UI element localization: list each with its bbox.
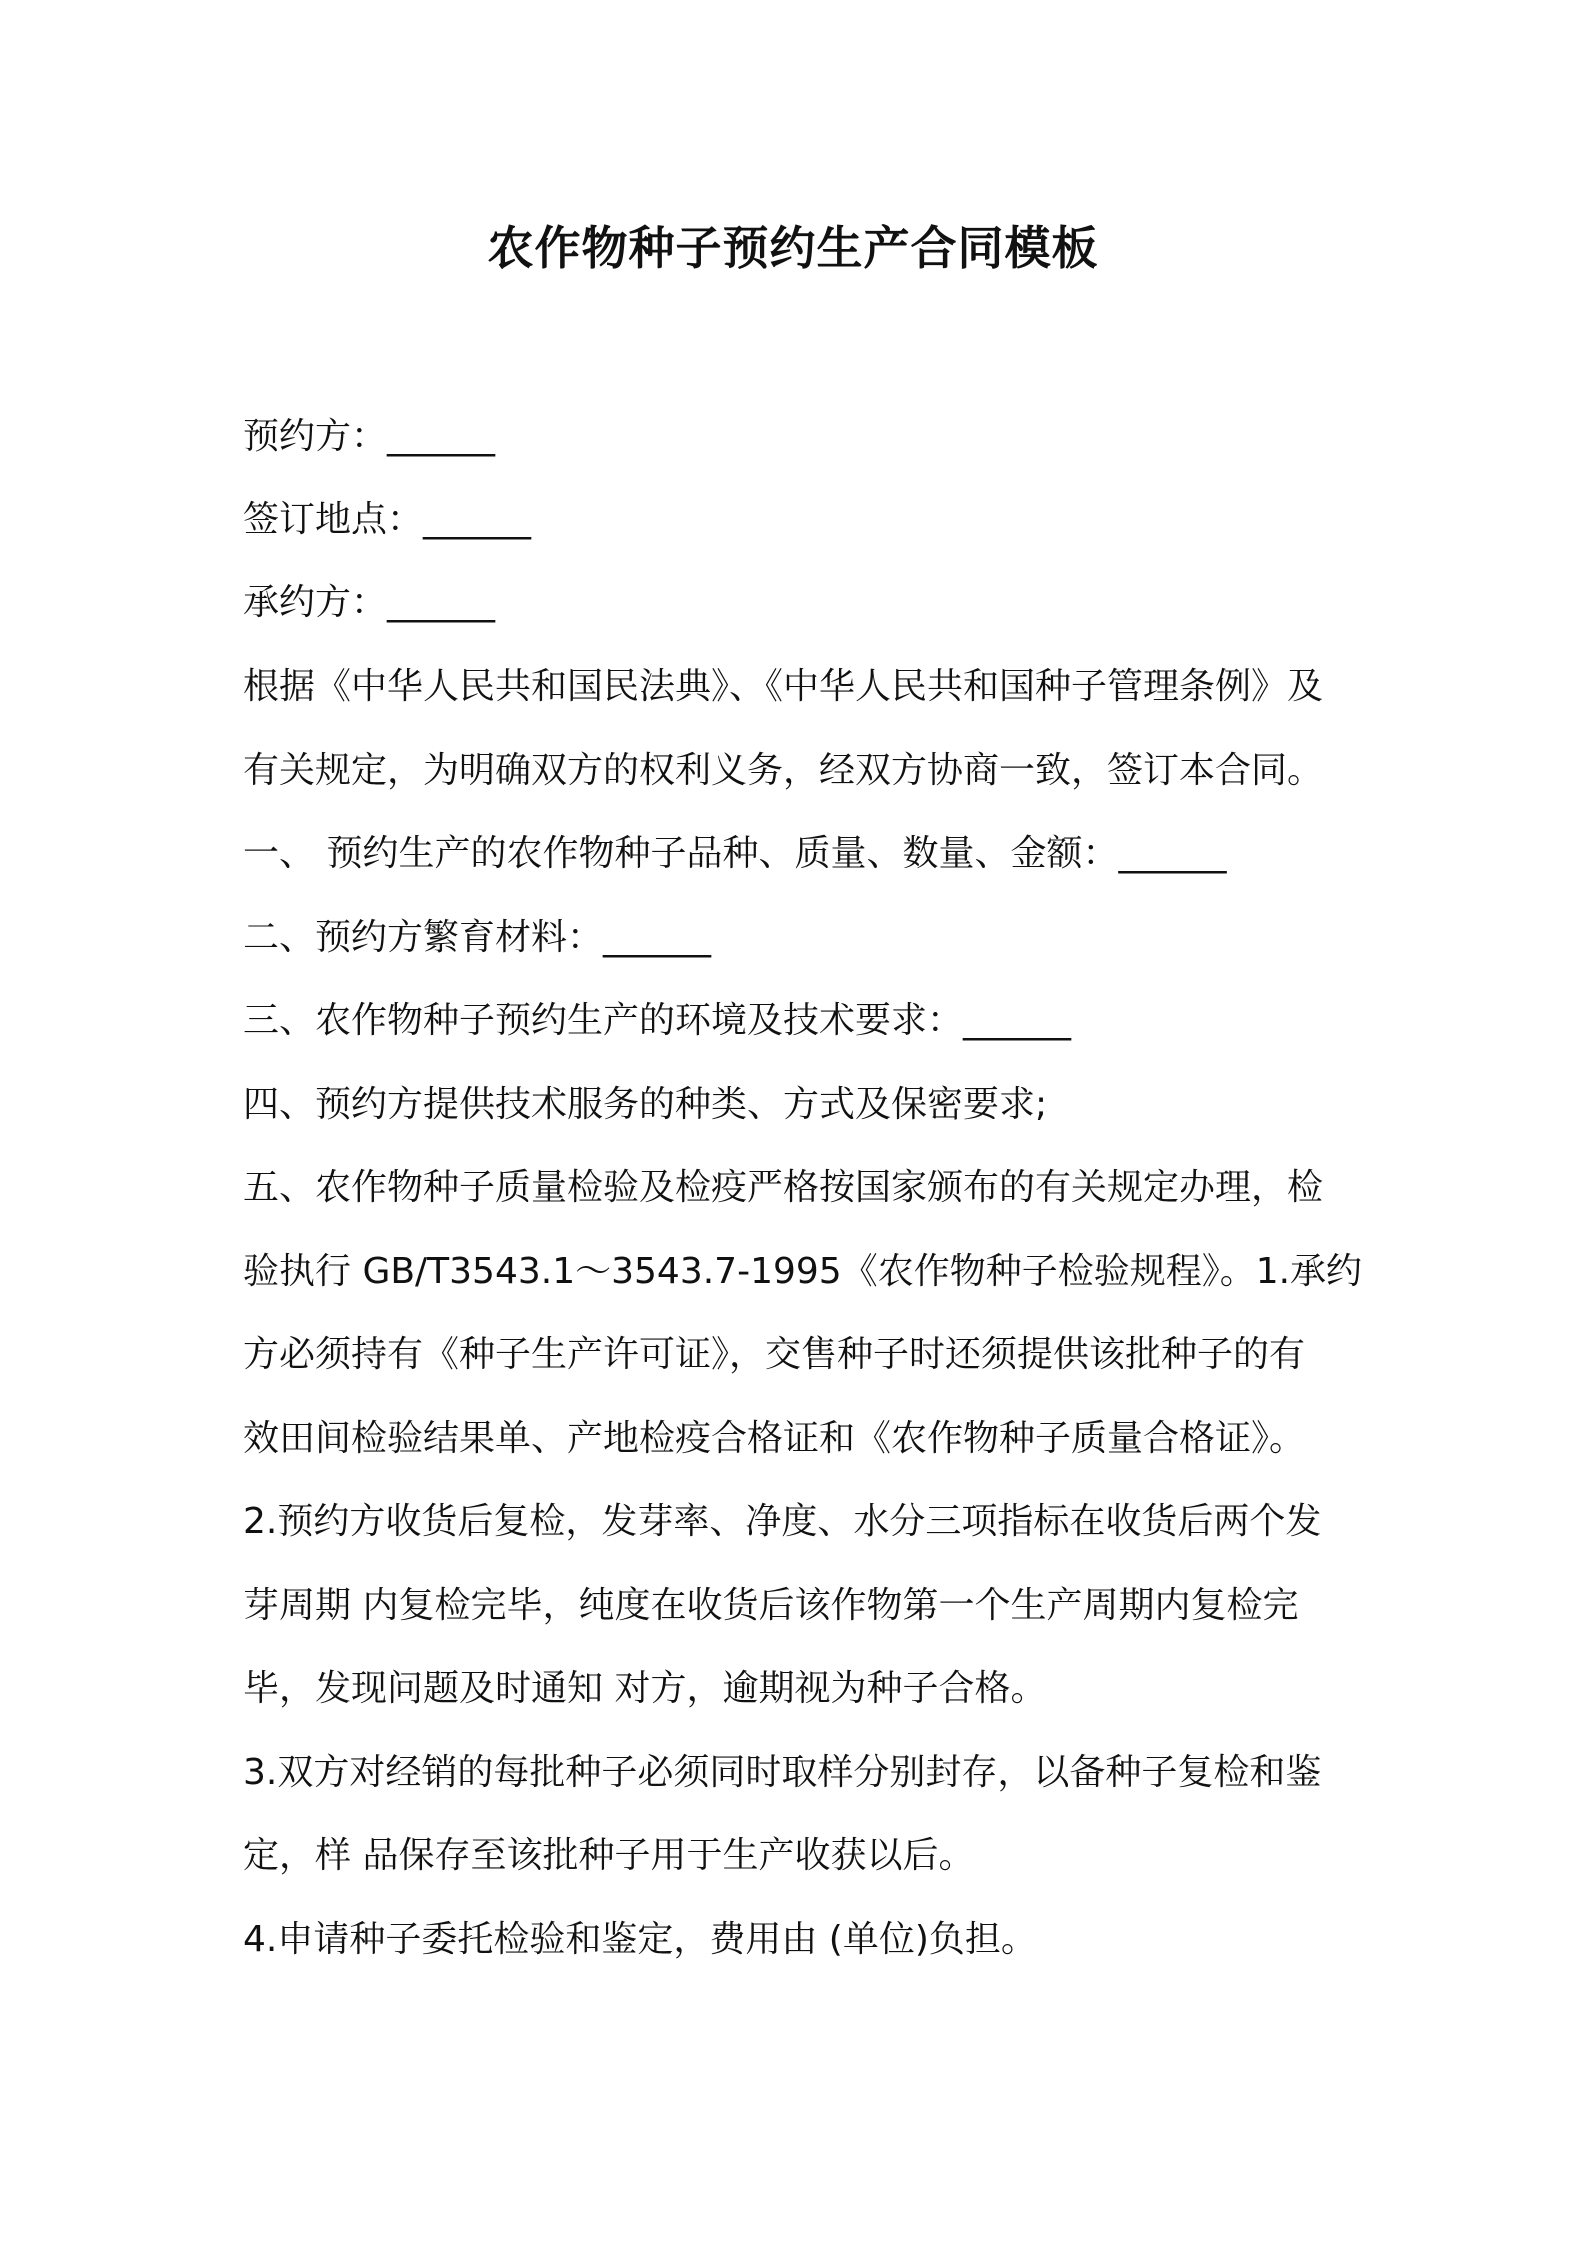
field-signing-place: 签订地点：______ bbox=[243, 499, 532, 540]
field-contracting-party: 承约方：______ bbox=[243, 582, 496, 623]
document-title: 农作物种子预约生产合同模板 bbox=[487, 221, 1099, 275]
paragraph-line: 有关规定，为明确双方的权利义务，经双方协商一致，签订本合同。 bbox=[243, 750, 1324, 791]
field-reserving-party: 预约方：______ bbox=[243, 416, 496, 457]
paragraph-line: 效田间检验结果单、产地检疫合格证和《农作物种子质量合格证》。 bbox=[243, 1418, 1306, 1459]
paragraph-line: 毕，发现问题及时通知 对方，逾期视为种子合格。 bbox=[243, 1668, 1047, 1709]
clause-1: 一、 预约生产的农作物种子品种、质量、数量、金额：______ bbox=[243, 833, 1227, 874]
paragraph-line: 2.预约方收货后复检，发芽率、净度、水分三项指标在收货后两个发 bbox=[243, 1501, 1322, 1542]
paragraph-line: 验执行 GB/T3543.1～3543.7-1995《农作物种子检验规程》。1.承约 bbox=[243, 1251, 1363, 1292]
clause-2: 二、预约方繁育材料：______ bbox=[243, 917, 712, 958]
paragraph-line: 芽周期 内复检完毕，纯度在收货后该作物第一个生产周期内复检完 bbox=[243, 1585, 1299, 1626]
clause-5: 五、农作物种子质量检验及检疫严格按国家颁布的有关规定办理，检 bbox=[243, 1167, 1324, 1208]
clause-3: 三、农作物种子预约生产的环境及技术要求：______ bbox=[243, 1000, 1072, 1041]
paragraph-line: 方必须持有《种子生产许可证》，交售种子时还须提供该批种子的有 bbox=[243, 1334, 1306, 1375]
clause-4: 四、预约方提供技术服务的种类、方式及保密要求; bbox=[243, 1084, 1048, 1125]
paragraph-line: 根据《中华人民共和国民法典》、《中华人民共和国种子管理条例》及 bbox=[243, 666, 1324, 707]
paragraph-line: 4.申请种子委托检验和鉴定，费用由 (单位)负担。 bbox=[243, 1919, 1037, 1960]
paragraph-line: 定，样 品保存至该批种子用于生产收获以后。 bbox=[243, 1835, 975, 1876]
paragraph-line: 3.双方对经销的每批种子必须同时取样分别封存，以备种子复检和鉴 bbox=[243, 1752, 1322, 1793]
